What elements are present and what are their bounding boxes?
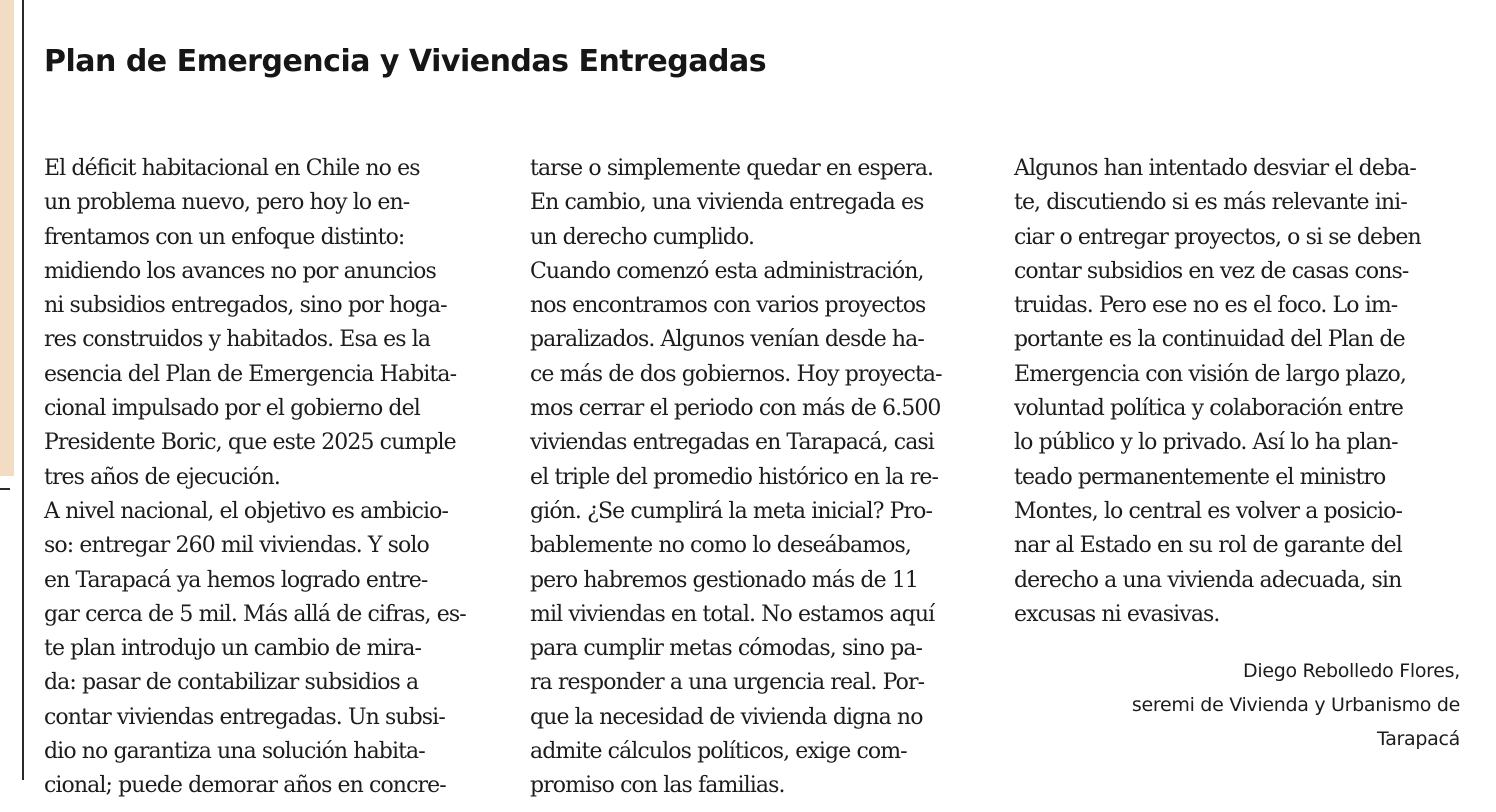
- article-column-1: [44, 152, 466, 804]
- article-text-line: Cuando comenzó esta administración,: [530, 258, 924, 284]
- article-text-line: esencia del Plan de Emergencia Habita-: [44, 361, 457, 387]
- author-name: Diego Rebolledo Flores,: [1243, 660, 1460, 682]
- article-text-line: midiendo los avances no por anuncios: [44, 258, 436, 284]
- article-text-line: lo público y lo privado. Así lo ha plan-: [1014, 430, 1398, 456]
- margin-color-strip: [0, 0, 14, 476]
- article-text-line: gar cerca de 5 mil. Más allá de cifras, es-: [44, 601, 466, 627]
- author-role-line-1: seremi de Vivienda y Urbanismo de: [1131, 694, 1460, 716]
- article-text-line: res construidos y habitados. Esa es la: [44, 327, 431, 353]
- article-text-line: nar al Estado en su rol de garante del: [1014, 533, 1402, 559]
- article-text-line: cional; puede demorar años en concre-: [44, 773, 446, 799]
- article-text-line: El déficit habitacional en Chile no es: [44, 156, 420, 181]
- article-text-line: frentamos con un enfoque distinto:: [44, 224, 405, 250]
- author-role-line-2: Tarapacá: [1377, 728, 1460, 750]
- article-text-line: te, discutiendo si es más relevante ini-: [1014, 190, 1407, 216]
- article-text-line: ciar o entregar proyectos, o si se deben: [1014, 224, 1421, 250]
- article-text-line: En cambio, una vivienda entregada es: [530, 190, 924, 216]
- article-text-line: ra responder a una urgencia real. Por-: [530, 670, 925, 696]
- article-text-line: admite cálculos políticos, exige com-: [530, 739, 907, 765]
- column-divider-rule: [22, 0, 24, 780]
- article-text-line: en Tarapacá ya hemos logrado entre-: [44, 567, 428, 593]
- article-text-line: tarse o simplemente quedar en espera.: [530, 156, 934, 181]
- article-text-line: promiso con las familias.: [530, 773, 785, 799]
- article-text-line: viviendas entregadas en Tarapacá, casi: [530, 430, 934, 456]
- article-text-line: Emergencia con visión de largo plazo,: [1014, 361, 1406, 387]
- article-text-line: Montes, lo central es volver a posicio-: [1014, 498, 1403, 524]
- article-headline: Plan de Emergencia y Viviendas Entregadas: [44, 44, 767, 79]
- article-text-line: Algunos han intentado desviar el deba-: [1014, 156, 1416, 181]
- article-text-line: te plan introdujo un cambio de mira-: [44, 636, 422, 662]
- article-text-line: gión. ¿Se cumplirá la meta inicial? Pro-: [530, 498, 933, 524]
- article-text-line: que la necesidad de vivienda digna no: [530, 704, 923, 730]
- article-text-line: paralizados. Algunos venían desde ha-: [530, 327, 924, 353]
- article-text-line: para cumplir metas cómodas, sino pa-: [530, 636, 923, 662]
- article-text-line: teado permanentemente el ministro: [1014, 464, 1386, 490]
- article-text-line: pero habremos gestionado más de 11: [530, 567, 919, 593]
- article-text-line: tres años de ejecución.: [44, 464, 280, 490]
- article-text-line: ce más de dos gobiernos. Hoy proyecta-: [530, 361, 942, 387]
- article-text-line: el triple del promedio histórico en la re-: [530, 464, 938, 490]
- article-text-line: cional impulsado por el gobierno del: [44, 396, 420, 422]
- article-text-line: portante es la continuidad del Plan de: [1014, 327, 1405, 353]
- article-text-line: truidas. Pero ese no es el foco. Lo im-: [1014, 293, 1398, 319]
- article-column-3: [1014, 152, 1421, 632]
- article-text-line: A nivel nacional, el objetivo es ambicio-: [44, 498, 449, 524]
- article-text-line: voluntad política y colaboración entre: [1014, 396, 1404, 422]
- article-text-line: contar subsidios en vez de casas cons-: [1014, 258, 1409, 284]
- article-text-line: derecho a una vivienda adecuada, sin: [1014, 567, 1402, 593]
- author-signature: [1132, 654, 1460, 756]
- article-text-line: ni subsidios entregados, sino por hoga-: [44, 293, 447, 319]
- article-text-line: Presidente Boric, que este 2025 cumple: [44, 430, 456, 456]
- rule-tick-mark: [0, 488, 10, 490]
- article-text-line: mil viviendas en total. No estamos aquí: [530, 601, 935, 627]
- article-text-line: un problema nuevo, pero hoy lo en-: [44, 190, 410, 216]
- article-text-line: nos encontramos con varios proyectos: [530, 293, 926, 319]
- article-text-line: bablemente no como lo deseábamos,: [530, 533, 912, 559]
- article-text-line: dio no garantiza una solución habita-: [44, 739, 425, 765]
- article-text-line: excusas ni evasivas.: [1014, 601, 1220, 627]
- article-text-line: mos cerrar el periodo con más de 6.500: [530, 396, 941, 422]
- article-text-line: un derecho cumplido.: [530, 224, 755, 250]
- article-text-line: so: entregar 260 mil viviendas. Y solo: [44, 533, 429, 559]
- article-text-line: da: pasar de contabilizar subsidios a: [44, 670, 419, 696]
- article-text-line: contar viviendas entregadas. Un subsi-: [44, 704, 445, 730]
- article-column-2: [530, 152, 942, 804]
